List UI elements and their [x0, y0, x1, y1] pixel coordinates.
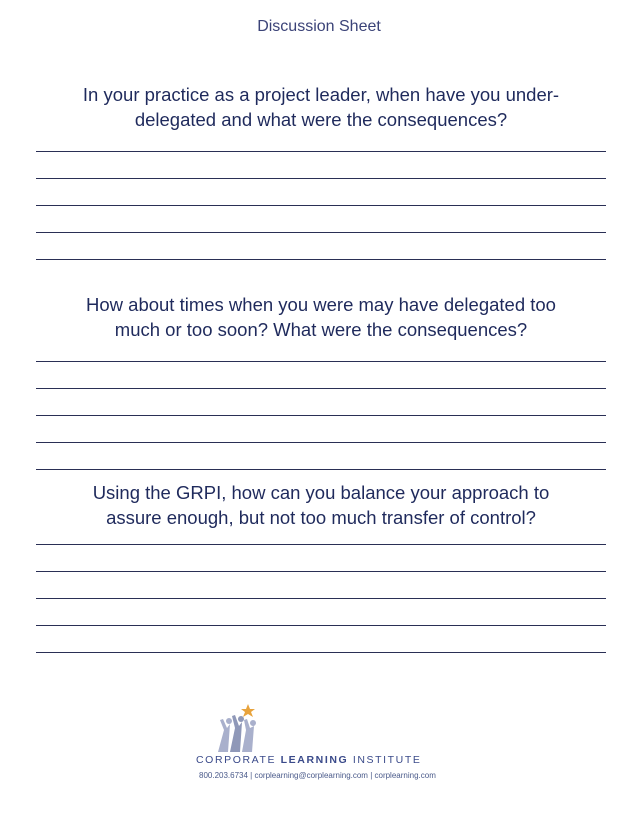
question-1-line-1: In your practice as a project leader, when have you under-: [82, 84, 560, 105]
answer-line[interactable]: [36, 415, 606, 416]
answer-line[interactable]: [36, 361, 606, 362]
answer-line[interactable]: [36, 652, 606, 653]
answer-line[interactable]: [36, 205, 606, 206]
question-2: [30, 292, 612, 342]
organization-name: CORPORATE LEARNING INSTITUTE: [196, 754, 422, 766]
contact-info: 800.203.6734 | corplearning@corplearning.com | corplearning.com: [199, 771, 436, 780]
corporate-learning-institute-logo: [196, 702, 456, 812]
question-3-line-1: Using the GRPI, how can you balance your approach to: [92, 482, 550, 503]
answer-line[interactable]: [36, 259, 606, 260]
page-title: Discussion Sheet: [257, 18, 381, 35]
question-1-line-2: delegated and what were the consequences?: [134, 109, 508, 130]
question-2-line-2: much or too soon? What were the consequences?: [114, 319, 528, 340]
reaching-figures-icon: [210, 702, 270, 754]
question-1: [30, 82, 612, 132]
answer-line[interactable]: [36, 469, 606, 470]
answer-line[interactable]: [36, 232, 606, 233]
answer-line[interactable]: [36, 151, 606, 152]
answer-line[interactable]: [36, 388, 606, 389]
answer-line[interactable]: [36, 178, 606, 179]
question-3-line-2: assure enough, but not too much transfer of control?: [106, 507, 536, 528]
answer-line[interactable]: [36, 442, 606, 443]
question-3: [30, 480, 612, 530]
answer-line[interactable]: [36, 625, 606, 626]
answer-line[interactable]: [36, 598, 606, 599]
answer-line[interactable]: [36, 571, 606, 572]
answer-line[interactable]: [36, 544, 606, 545]
question-2-line-1: How about times when you were may have delegated too: [86, 294, 556, 315]
